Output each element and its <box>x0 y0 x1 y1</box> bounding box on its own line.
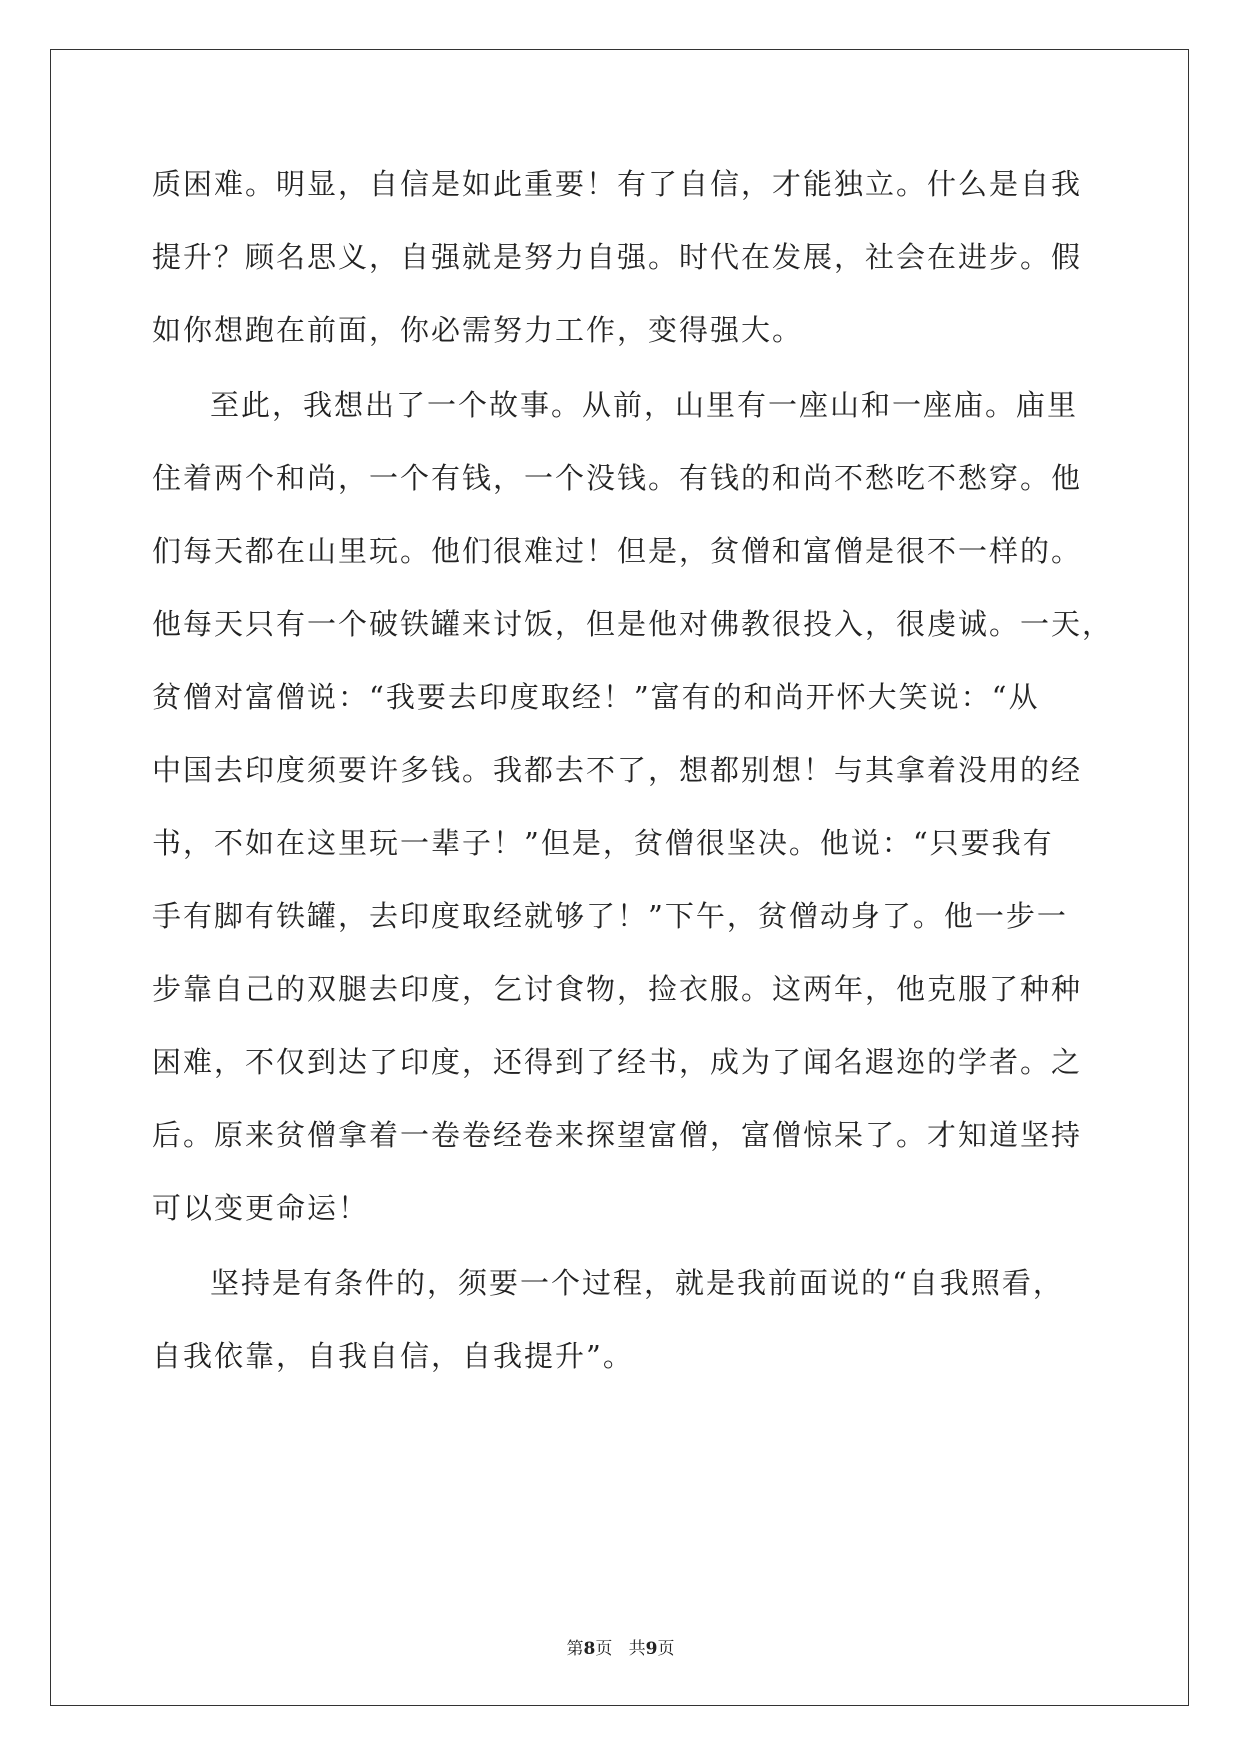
footer-prefix: 第 <box>566 1639 584 1659</box>
total-pages: 9 <box>645 1639 658 1659</box>
text-line: 书，不如在这里玩一辈子！”但是，贫僧很坚决。他说：“只要我有 <box>152 826 1054 860</box>
text-line: 困难，不仅到达了印度，还得到了经书，成为了闻名遐迩的学者。之 <box>152 1045 1083 1079</box>
text-line: 贫僧对富僧说：“我要去印度取经！”富有的和尚开怀大笑说：“从 <box>152 680 1040 714</box>
text-line: 如你想跑在前面，你必需努力工作，变得强大。 <box>152 313 804 347</box>
footer-page-suffix: 页 <box>595 1639 613 1659</box>
paragraph-start-line: 坚持是有条件的，须要一个过程，就是我前面说的“自我照看， <box>210 1266 1064 1300</box>
text-line: 步靠自己的双腿去印度，乞讨食物，捡衣服。这两年，他克服了种种 <box>152 972 1083 1006</box>
page-footer <box>0 1634 1241 1659</box>
text-line: 质困难。明显，自信是如此重要！有了自信，才能独立。什么是自我 <box>152 167 1083 201</box>
text-line: 中国去印度须要许多钱。我都去不了，想都别想！与其拿着没用的经 <box>152 753 1083 787</box>
footer-total-suffix: 页 <box>657 1639 675 1659</box>
text-line: 们每天都在山里玩。他们很难过！但是，贫僧和富僧是很不一样的。 <box>152 534 1083 568</box>
page-border <box>50 49 1189 1706</box>
text-line: 他每天只有一个破铁罐来讨饭，但是他对佛教很投入，很虔诚。一天， <box>152 607 1114 641</box>
text-line: 后。原来贫僧拿着一卷卷经卷来探望富僧，富僧惊呆了。才知道坚持 <box>152 1118 1083 1152</box>
text-line: 手有脚有铁罐，去印度取经就够了！”下午，贫僧动身了。他一步一 <box>152 899 1068 933</box>
page-number: 8 <box>583 1639 596 1659</box>
paragraph-start-line: 至此，我想出了一个故事。从前，山里有一座山和一座庙。庙里 <box>210 388 1079 422</box>
text-line: 自我依靠，自我自信，自我提升”。 <box>152 1339 634 1373</box>
footer-total-prefix: 共 <box>628 1639 646 1659</box>
text-line: 住着两个和尚，一个有钱，一个没钱。有钱的和尚不愁吃不愁穿。他 <box>152 461 1083 495</box>
text-line: 可以变更命运！ <box>152 1191 370 1225</box>
text-line: 提升？顾名思义，自强就是努力自强。时代在发展，社会在进步。假 <box>152 240 1083 274</box>
